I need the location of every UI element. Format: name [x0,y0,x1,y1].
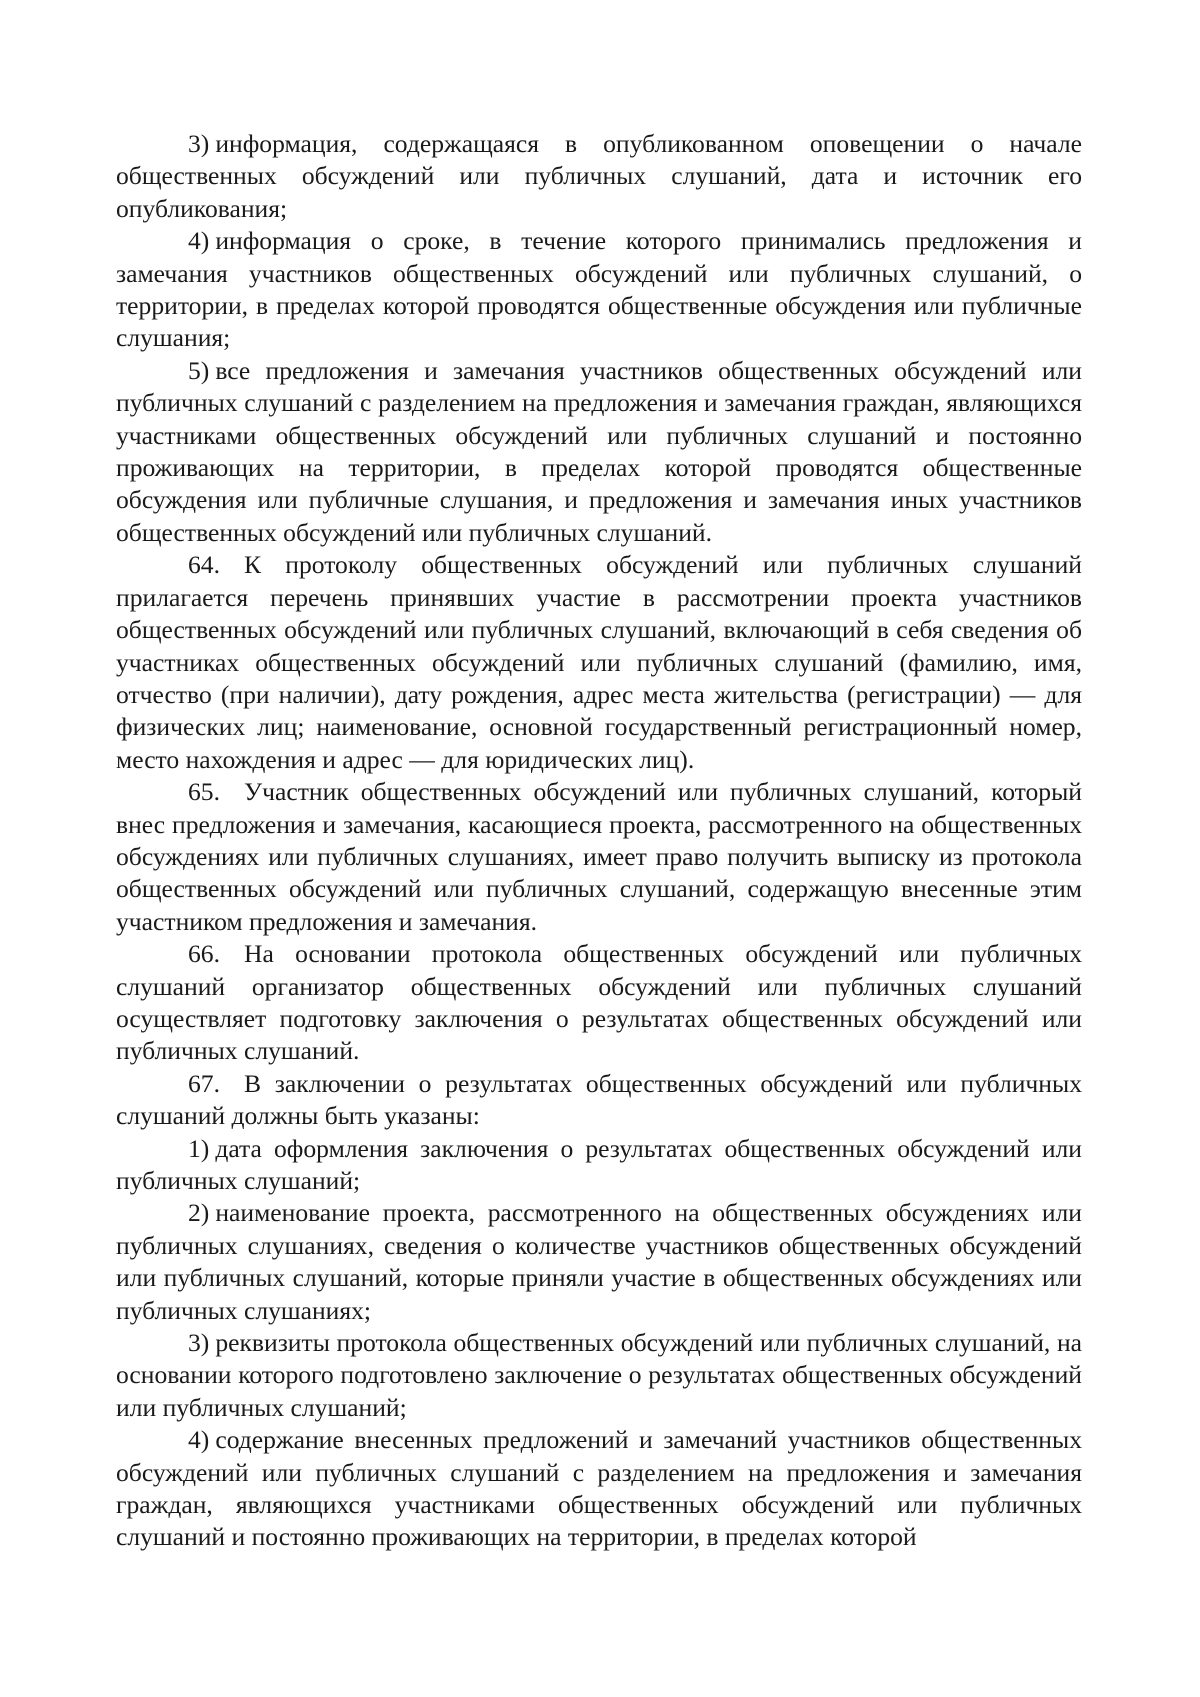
paragraph-64 [116,549,1082,776]
paragraph-number: 5) [188,355,210,385]
paragraph-item-4b [116,1424,1082,1554]
paragraph-number: 4) [188,1425,210,1455]
paragraph-number: 3) [188,1328,210,1358]
paragraph-item-3 [116,128,1082,225]
paragraph-number: 65. [188,777,220,807]
paragraph-number: 1) [188,1133,210,1163]
paragraph-text: содержание внесенных предложений и замечаний участников общественных обсуждений или публичных слушаний с разделением на предложения и замечания граждан, являющихся участниками общественных обсуждений или публичных слушаний и постоянно проживающих на территории, в пределах которой [116,1425,1082,1552]
paragraph-67 [116,1068,1082,1133]
paragraph-text: информация, содержащаяся в опубликованном оповещении о начале общественных обсуждений или публичных слушаний, дата и источник его опубликования; [116,129,1082,223]
paragraph-number: 67. [188,1068,220,1098]
paragraph-number: 2) [188,1198,210,1228]
paragraph-text: информация о сроке, в течение которого принимались предложения и замечания участников общественных обсуждений или публичных слушаний, о территории, в пределах которой проводятся общественные обсуждения или публичные слушания; [116,226,1082,353]
paragraph-65 [116,776,1082,938]
paragraph-number: 64. [188,550,220,580]
paragraph-item-2 [116,1197,1082,1327]
paragraph-text: реквизиты протокола общественных обсуждений или публичных слушаний, на основании которого подготовлено заключение о результатах общественных обсуждений или публичных слушаний; [116,1328,1082,1422]
paragraph-item-3b [116,1327,1082,1424]
paragraph-text: наименование проекта, рассмотренного на общественных обсуждениях или публичных слушаниях, сведения о количестве участников общественных обсуждений или публичных слушаний, которые приняли участие в общественных обсуждениях или публичных слушаниях; [116,1198,1082,1325]
paragraph-text: все предложения и замечания участников общественных обсуждений или публичных слушаний с разделением на предложения и замечания граждан, являющихся участниками общественных обсуждений или публичных слушаний и постоянно проживающих на территории, в пределах которой проводятся общественные обсуждения или публичные слушания, и предложения и замечания иных участников общественных обсуждений или публичных слушаний. [116,355,1082,547]
paragraph-text: Участник общественных обсуждений или публичных слушаний, который внес предложения и замечания, касающиеся проекта, рассмотренного на общественных обсуждениях или публичных слушаниях, имеет право получить выписку из протокола общественных обсуждений или публичных слушаний, содержащую внесенные этим участником предложения и замечания. [116,777,1082,936]
paragraph-number: 3) [188,129,210,158]
document-page [116,128,1082,1554]
paragraph-66 [116,938,1082,1068]
paragraph-item-4 [116,225,1082,355]
paragraph-text: На основании протокола общественных обсуждений или публичных слушаний организатор общественных обсуждений или публичных слушаний осуществляет подготовку заключения о результатах общественных обсуждений или публичных слушаний. [116,939,1082,1066]
paragraph-text: К протоколу общественных обсуждений или публичных слушаний прилагается перечень принявших участие в рассмотрении проекта участников общественных обсуждений или публичных слушаний, включающий в себя сведения об участниках общественных обсуждений или публичных слушаний (фамилию, имя, отчество (при наличии), дату рождения, адрес места жительства (регистрации) — для физических лиц; наименование, основной государственный регистрационный номер, место нахождения и адрес — для юридических лиц). [116,550,1082,774]
paragraph-text: В заключении о результатах общественных обсуждений или публичных слушаний должны быть указаны: [116,1068,1082,1131]
paragraph-item-1 [116,1133,1082,1198]
paragraph-number: 4) [188,226,210,256]
paragraph-item-5 [116,355,1082,549]
paragraph-number: 66. [188,939,220,969]
paragraph-text: дата оформления заключения о результатах общественных обсуждений или публичных слушаний; [116,1133,1082,1195]
